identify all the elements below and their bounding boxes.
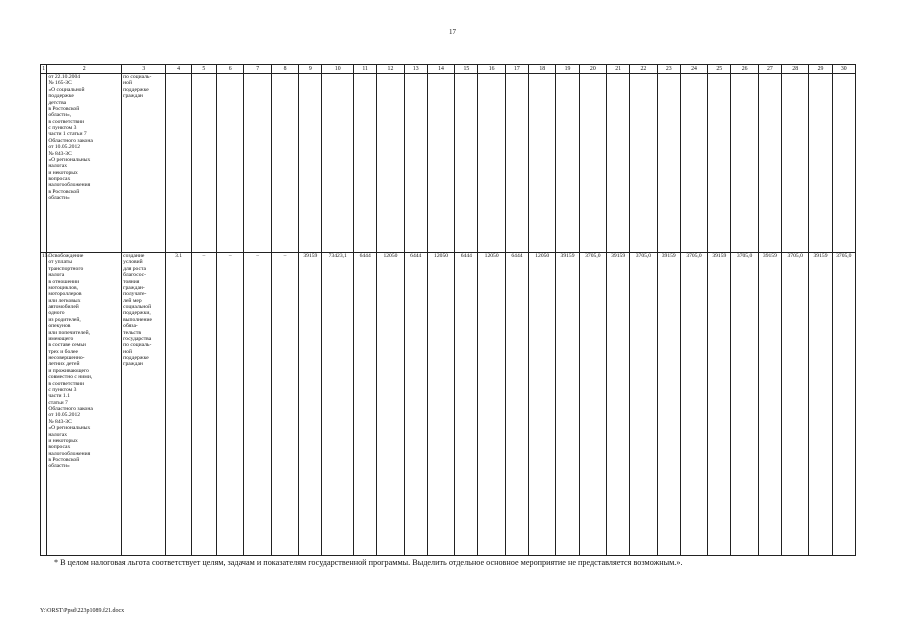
column-header: 5	[191, 65, 216, 74]
table-cell	[404, 253, 427, 556]
table-cell	[809, 253, 832, 556]
column-header: 20	[579, 65, 606, 74]
table-cell	[478, 74, 505, 253]
cell-text: 12050	[434, 253, 449, 259]
table-row	[41, 74, 856, 253]
page-number: 17	[449, 28, 456, 36]
table-cell	[122, 74, 166, 253]
table-cell	[478, 253, 505, 556]
column-header: 10	[322, 65, 354, 74]
cell-text: 39159	[303, 253, 318, 259]
cell-text: 3705,0	[787, 253, 803, 259]
cell-text: 39159	[813, 253, 828, 259]
cell-text: 3705,0	[686, 253, 702, 259]
table-cell	[809, 74, 832, 253]
column-header: 11	[354, 65, 377, 74]
cell-text: –	[228, 253, 232, 259]
table-cell	[322, 74, 354, 253]
table-cell	[731, 74, 758, 253]
cell-text: 6444	[359, 253, 371, 259]
table-cell	[455, 253, 478, 556]
table-cell	[832, 74, 855, 253]
table-cell	[579, 74, 606, 253]
cell-text: создание условий для роста благосос- тояния граждан- получате- лей мер социальной поддержки, выполнение обяза- тельств государства по социаль- ной поддержке граждан	[123, 253, 153, 368]
cell-text: –	[256, 253, 260, 259]
table-cell	[271, 253, 298, 556]
table-cell	[217, 74, 244, 253]
cell-text: –	[283, 253, 287, 259]
table-row	[41, 253, 856, 556]
column-header: 12	[377, 65, 404, 74]
cell-text: Освобождение от уплаты транспортного налога в отношении мотоциклов, мотороллеров или легковых автомобилей одного из родителей, опекунов или попечителей, имеющего в составе семьи трех и более несовершенно- летних детей и проживающего совместно с ними, в соответствии с пунктом 3 части 1.1 статьи 7 Областного закона от 10.05.2012 № 843-ЗС «О региональных налогах и некоторых вопросах налогообложения в Ростовской области»	[48, 253, 93, 470]
table-cell	[731, 253, 758, 556]
table-cell	[556, 74, 579, 253]
cell-text: 39159	[611, 253, 626, 259]
column-header: 24	[680, 65, 707, 74]
table-cell	[354, 74, 377, 253]
table-cell	[455, 74, 478, 253]
cell-text: 12050	[535, 253, 550, 259]
cell-text: 3705,0	[736, 253, 753, 259]
cell-text: 3705,0	[585, 253, 601, 259]
table-cell	[529, 74, 556, 253]
cell-text: 39159	[661, 253, 676, 259]
table-cell	[166, 253, 191, 556]
table-cell	[322, 253, 354, 556]
table-cell	[657, 74, 680, 253]
file-path: Y:\ORST\Ppsd\223p1089.f21.docx	[40, 608, 125, 614]
column-header: 25	[708, 65, 731, 74]
column-header: 16	[478, 65, 505, 74]
column-header: 18	[529, 65, 556, 74]
table-cell	[505, 253, 528, 556]
table-cell	[427, 74, 454, 253]
table-cell	[191, 74, 216, 253]
table-cell	[630, 74, 657, 253]
column-header: 22	[630, 65, 657, 74]
cell-text: 39159	[762, 253, 777, 259]
column-header: 2	[47, 65, 122, 74]
cell-text: 3705,0	[635, 253, 652, 259]
cell-text: 12050	[484, 253, 499, 259]
cell-text: 3705,0	[836, 253, 852, 259]
cell-text: от 22.10.2004 № 165-ЗС «О социальной поддержке детства в Ростовской области», в соответствии с пунктом 3 части 1 статьи 7 Областного закона от 10.05.2012 № 843-ЗС «О региональных налогах и некоторых вопросах налогообложения в Ростовской области»	[48, 74, 93, 202]
column-header: 28	[782, 65, 809, 74]
table-cell	[505, 74, 528, 253]
column-header: 13	[404, 65, 427, 74]
column-header: 3	[122, 65, 166, 74]
table-cell	[47, 253, 122, 556]
table-cell	[404, 74, 427, 253]
table-cell	[708, 253, 731, 556]
column-header: 30	[832, 65, 855, 74]
column-header: 9	[299, 65, 322, 74]
cell-text: –	[202, 253, 206, 259]
cell-text: 15.	[42, 253, 49, 259]
table-cell	[217, 253, 244, 556]
table-cell	[377, 74, 404, 253]
cell-text: 6444	[410, 253, 422, 259]
table-cell	[708, 74, 731, 253]
table-cell	[680, 253, 707, 556]
cell-text: 6444	[511, 253, 523, 259]
column-header: 26	[731, 65, 758, 74]
table-cell	[191, 253, 216, 556]
table-cell	[271, 74, 298, 253]
table-cell	[47, 74, 122, 253]
table-cell	[299, 74, 322, 253]
table-cell	[166, 74, 191, 253]
table-cell	[758, 74, 781, 253]
table-cell	[680, 74, 707, 253]
cell-text: 73423,1	[328, 253, 347, 259]
column-header: 1	[42, 65, 46, 72]
table-cell	[377, 253, 404, 556]
header-row	[41, 65, 856, 74]
table-cell	[607, 74, 630, 253]
table-cell	[630, 253, 657, 556]
column-header: 27	[758, 65, 781, 74]
table-cell	[782, 74, 809, 253]
column-header: 14	[427, 65, 454, 74]
cell-text: 3.1	[175, 253, 183, 259]
cell-text: 39159	[560, 253, 575, 259]
table-cell	[607, 253, 630, 556]
table-cell	[299, 253, 322, 556]
table-cell	[122, 253, 166, 556]
table-cell	[782, 253, 809, 556]
column-header: 6	[217, 65, 244, 74]
table-cell	[758, 253, 781, 556]
table-cell	[529, 253, 556, 556]
cell-text: 12050	[383, 253, 398, 259]
column-header: 4	[166, 65, 191, 74]
table-cell	[427, 253, 454, 556]
table-cell	[657, 253, 680, 556]
column-header: 29	[809, 65, 832, 74]
footnote: * В целом налоговая льгота соответствует целям, задачам и показателям государственной программы. Выделить отдельное основное мероприятие не представляется возможным.».	[54, 558, 683, 567]
data-table	[40, 64, 856, 556]
column-header: 17	[505, 65, 528, 74]
column-header: 7	[244, 65, 271, 74]
cell-text: 39159	[712, 253, 727, 259]
column-header: 19	[556, 65, 579, 74]
cell-text: 6444	[460, 253, 472, 259]
table-cell	[579, 253, 606, 556]
column-header: 8	[271, 65, 298, 74]
column-header: 21	[607, 65, 630, 74]
table-cell	[244, 74, 271, 253]
cell-text: по социаль- ной поддержке граждан	[123, 74, 152, 100]
table-cell	[832, 253, 855, 556]
column-header: 23	[657, 65, 680, 74]
table-cell	[556, 253, 579, 556]
table-cell	[244, 253, 271, 556]
column-header: 15	[455, 65, 478, 74]
table-cell	[354, 253, 377, 556]
